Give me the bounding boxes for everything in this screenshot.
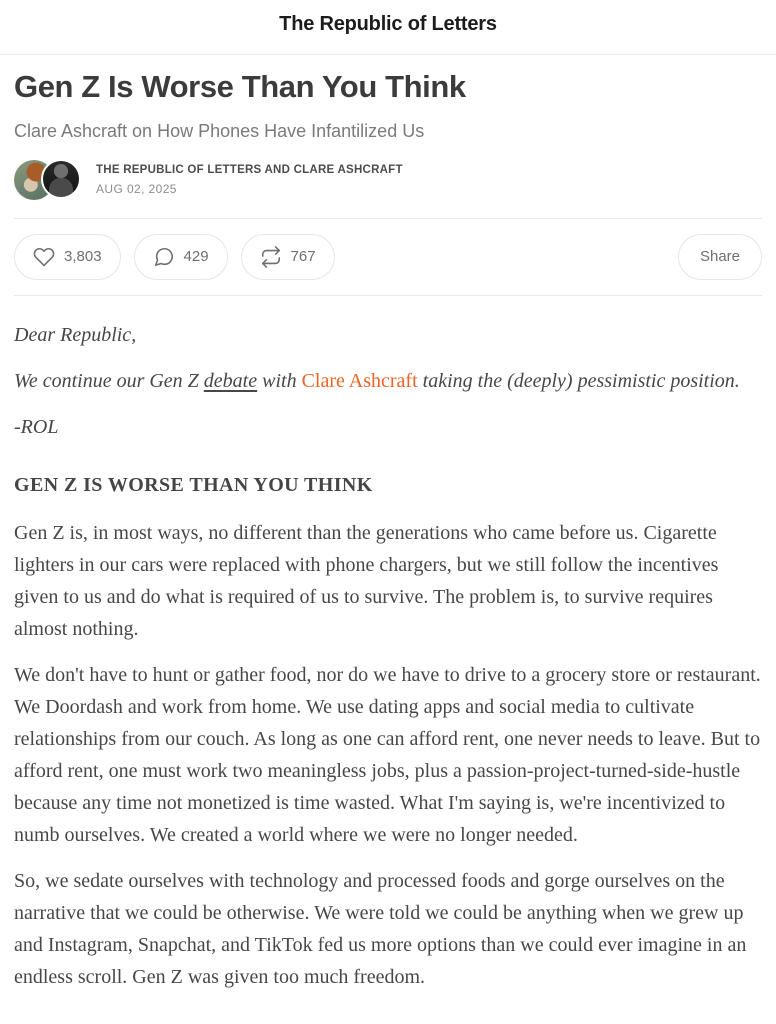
- post-subtitle: Clare Ashcraft on How Phones Have Infantilized Us: [14, 120, 425, 141]
- clare-ashcraft-avatar[interactable]: [41, 159, 81, 199]
- restack-button[interactable]: [241, 234, 335, 280]
- byline-text: [96, 164, 403, 196]
- author-avatars[interactable]: [14, 159, 82, 201]
- top-nav: [0, 0, 776, 55]
- intro-paragraph: [14, 365, 762, 397]
- text-segment: We continue our Gen Z: [14, 369, 204, 392]
- publication-name[interactable]: The Republic of Letters: [279, 13, 497, 35]
- salutation: Dear Republic,: [14, 323, 137, 346]
- debate-link[interactable]: debate: [203, 369, 258, 392]
- body-paragraph-3: So, we sedate ourselves with technology and processed foods and gorge ourselves on the narrative that we could be otherwise. We were told we could be anything when we grew up and Instagram, Snapchat, and TikTok fed us more options than we could ever imagine in an endless scroll. Gen Z was given too much freedom.: [14, 869, 747, 988]
- heart-icon: [33, 246, 55, 268]
- section-heading: GEN Z IS WORSE THAN YOU THINK: [14, 473, 373, 496]
- signoff: -ROL: [14, 415, 59, 438]
- body-paragraph-1: Gen Z is, in most ways, no different than the generations who came before us. Cigarette lighters in our cars were replaced with phone chargers, but we still follow the incentives given to us and do what is required of us to survive. The problem is, to survive requires almost nothing.: [14, 521, 719, 640]
- like-button[interactable]: [14, 234, 121, 280]
- like-count: 3,803: [64, 248, 102, 266]
- post-content: [0, 68, 776, 993]
- post-date: AUG 02, 2025: [96, 181, 177, 196]
- post-title: Gen Z Is Worse Than You Think: [14, 69, 466, 104]
- body-paragraph-2: We don't have to hunt or gather food, nor do we have to drive to a grocery store or restaurant. We Doordash and work from home. We use dating apps and social media to cultivate relationships from our couch. As long as one can afford rent, one never needs to leave. But to afford rent, one must work two meaningless jobs, plus a passion-project-turned-side-hustle because any time not monetized is time wasted. What I'm saying is, we're incentivized to numb ourselves. We created a world where we were no longer needed.: [14, 663, 761, 846]
- byline: [14, 159, 762, 201]
- share-label: Share: [699, 248, 740, 266]
- restack-icon: [260, 246, 282, 268]
- comment-count: 429: [183, 248, 209, 266]
- comment-icon: [153, 246, 175, 268]
- comment-button[interactable]: [134, 234, 228, 280]
- engagement-bar: [14, 219, 762, 295]
- byline-authors[interactable]: THE REPUBLIC OF LETTERS AND CLARE ASHCRAFT: [96, 163, 403, 176]
- author-link[interactable]: Clare Ashcraft: [301, 369, 418, 392]
- share-button[interactable]: [678, 234, 762, 280]
- text-segment: with: [257, 369, 302, 392]
- restack-count: 767: [290, 248, 316, 266]
- text-segment: taking the (deeply) pessimistic position.: [417, 369, 740, 392]
- article-body: [14, 296, 762, 993]
